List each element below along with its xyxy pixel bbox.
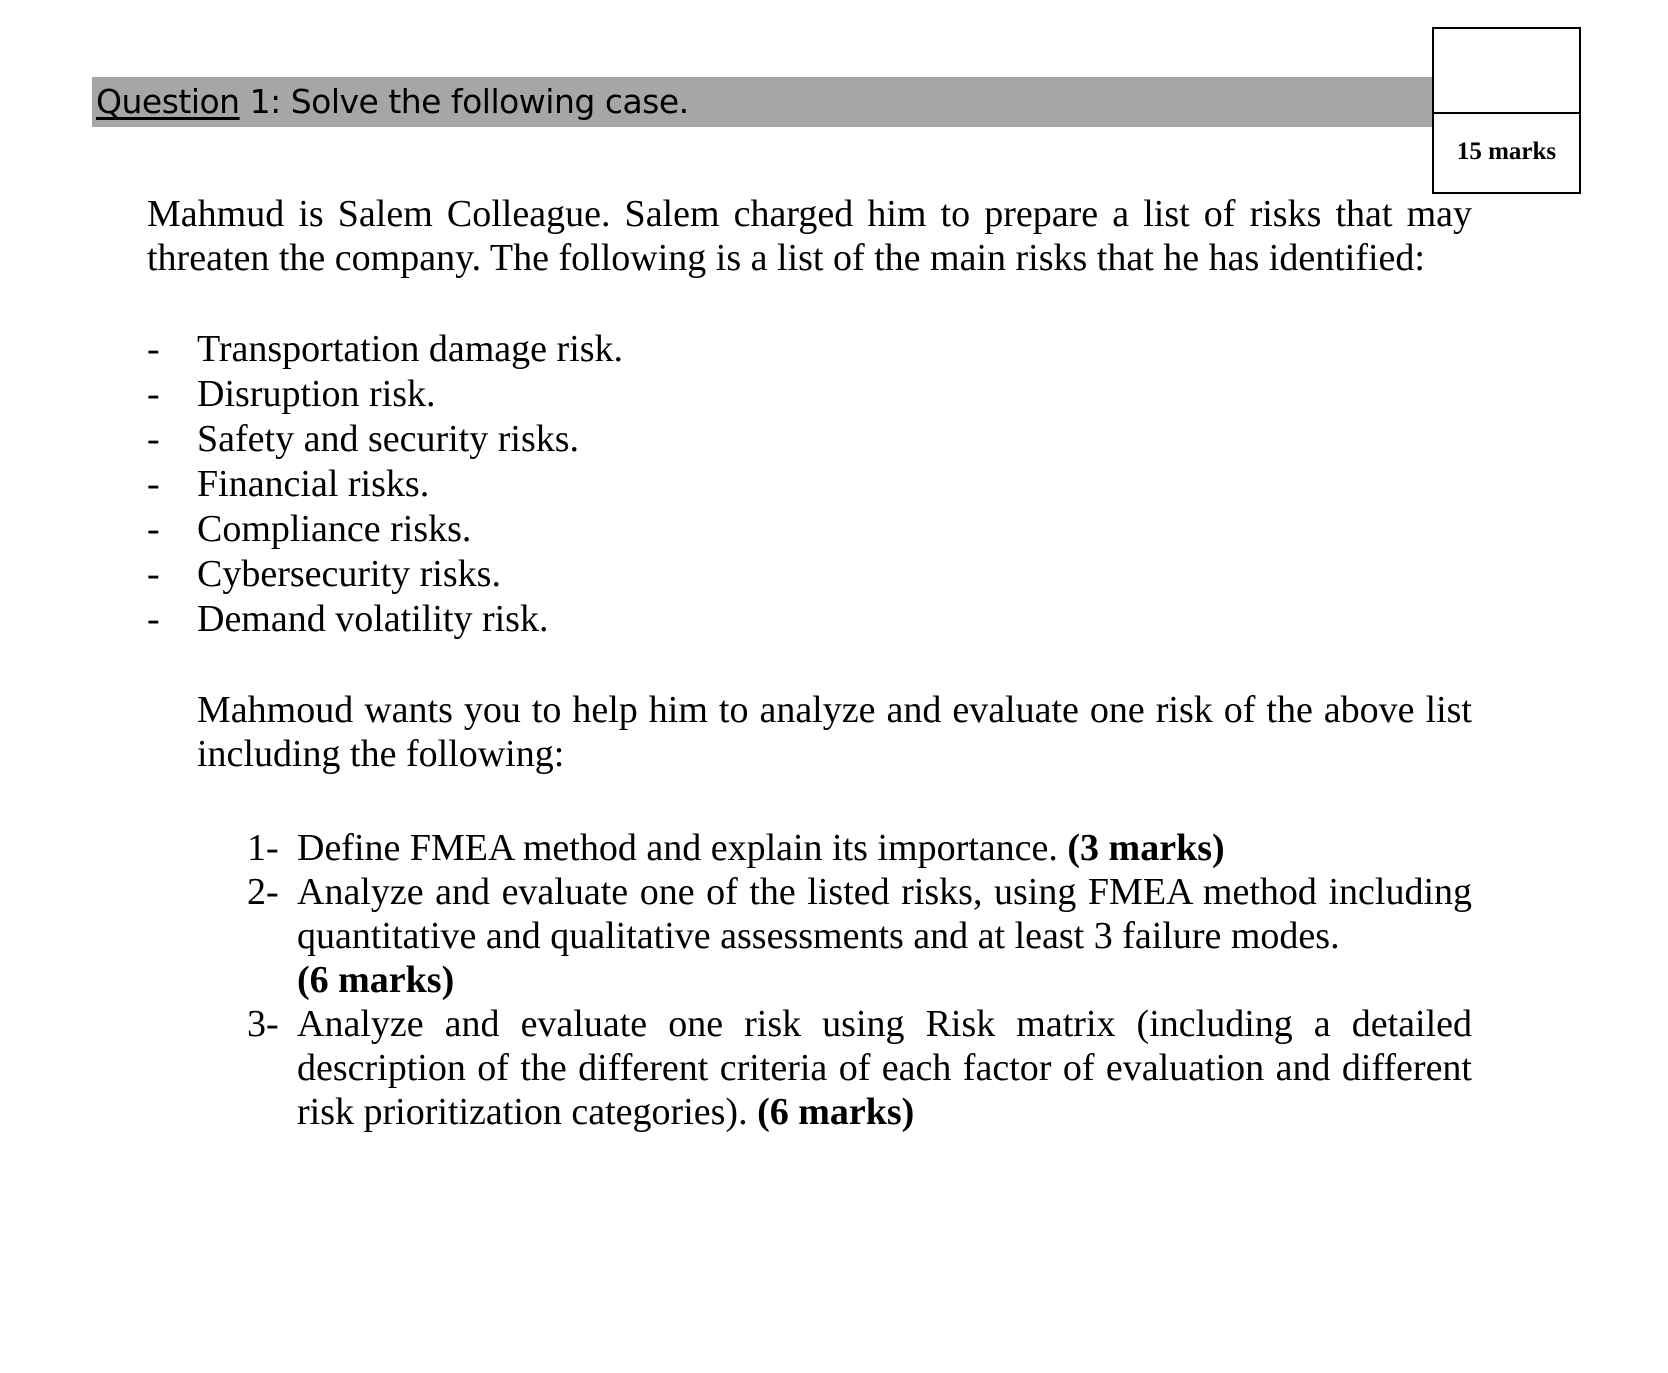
total-marks-label: 15 marks xyxy=(1456,138,1557,165)
task-item-1 xyxy=(247,826,1472,870)
marks-box-divider xyxy=(1434,112,1579,114)
risk-item-text: Demand volatility risk. xyxy=(197,598,549,640)
task-body xyxy=(297,1002,1472,1134)
task-marks: (6 marks) xyxy=(757,1091,915,1133)
task-marks: (3 marks) xyxy=(1067,827,1225,869)
risk-item-text: Cybersecurity risks. xyxy=(197,553,501,595)
bullet-dash: - xyxy=(147,508,160,550)
bullet-dash: - xyxy=(147,328,160,370)
question-heading xyxy=(96,80,689,124)
list-item xyxy=(147,417,623,462)
bullet-dash: - xyxy=(147,463,160,505)
list-item xyxy=(147,552,623,597)
bullet-dash: - xyxy=(147,598,160,640)
bullet-dash: - xyxy=(147,553,160,595)
risk-item-text: Transportation damage risk. xyxy=(197,328,624,370)
risk-item-text: Safety and security risks. xyxy=(197,418,580,460)
task-number: 2- xyxy=(247,871,279,913)
case-intro-paragraph: Mahmud is Salem Colleague. Salem charged him to prepare a list of risks that may threaten the company. The following is a list of the main risks that he has identified: xyxy=(147,193,1472,279)
task-marks: (6 marks) xyxy=(297,959,455,1001)
list-item xyxy=(147,327,623,372)
request-paragraph: Mahmoud wants you to help him to analyze and evaluate one risk of the above list including the following: xyxy=(197,689,1472,775)
bullet-dash: - xyxy=(147,373,160,415)
list-item xyxy=(147,597,623,642)
list-item xyxy=(147,372,623,417)
task-number: 1- xyxy=(247,827,279,869)
task-text: Analyze and evaluate one risk using Risk matrix (including a detailed description of the different criteria of each factor of evaluation and different risk prioritization categories). xyxy=(297,1003,1472,1133)
risk-item-text: Disruption risk. xyxy=(197,373,436,415)
question-heading-rest: 1: Solve the following case. xyxy=(239,82,689,121)
task-item-3 xyxy=(247,1002,1472,1134)
task-body xyxy=(297,870,1472,1002)
risk-list xyxy=(147,327,623,642)
risk-item-text: Financial risks. xyxy=(197,463,430,505)
marks-box xyxy=(1432,27,1581,194)
task-text: Analyze and evaluate one of the listed risks, using FMEA method including quantitative and qualitative assessments and at least 3 failure modes. xyxy=(297,871,1472,957)
task-text: Define FMEA method and explain its importance. xyxy=(297,827,1058,869)
risk-item-text: Compliance risks. xyxy=(197,508,472,550)
task-number: 3- xyxy=(247,1003,279,1045)
task-item-2 xyxy=(247,870,1472,1002)
task-body xyxy=(297,826,1472,870)
question-heading-underlined: Question xyxy=(96,82,240,121)
list-item xyxy=(147,462,623,507)
list-item xyxy=(147,507,623,552)
task-list xyxy=(247,826,1472,1134)
bullet-dash: - xyxy=(147,418,160,460)
